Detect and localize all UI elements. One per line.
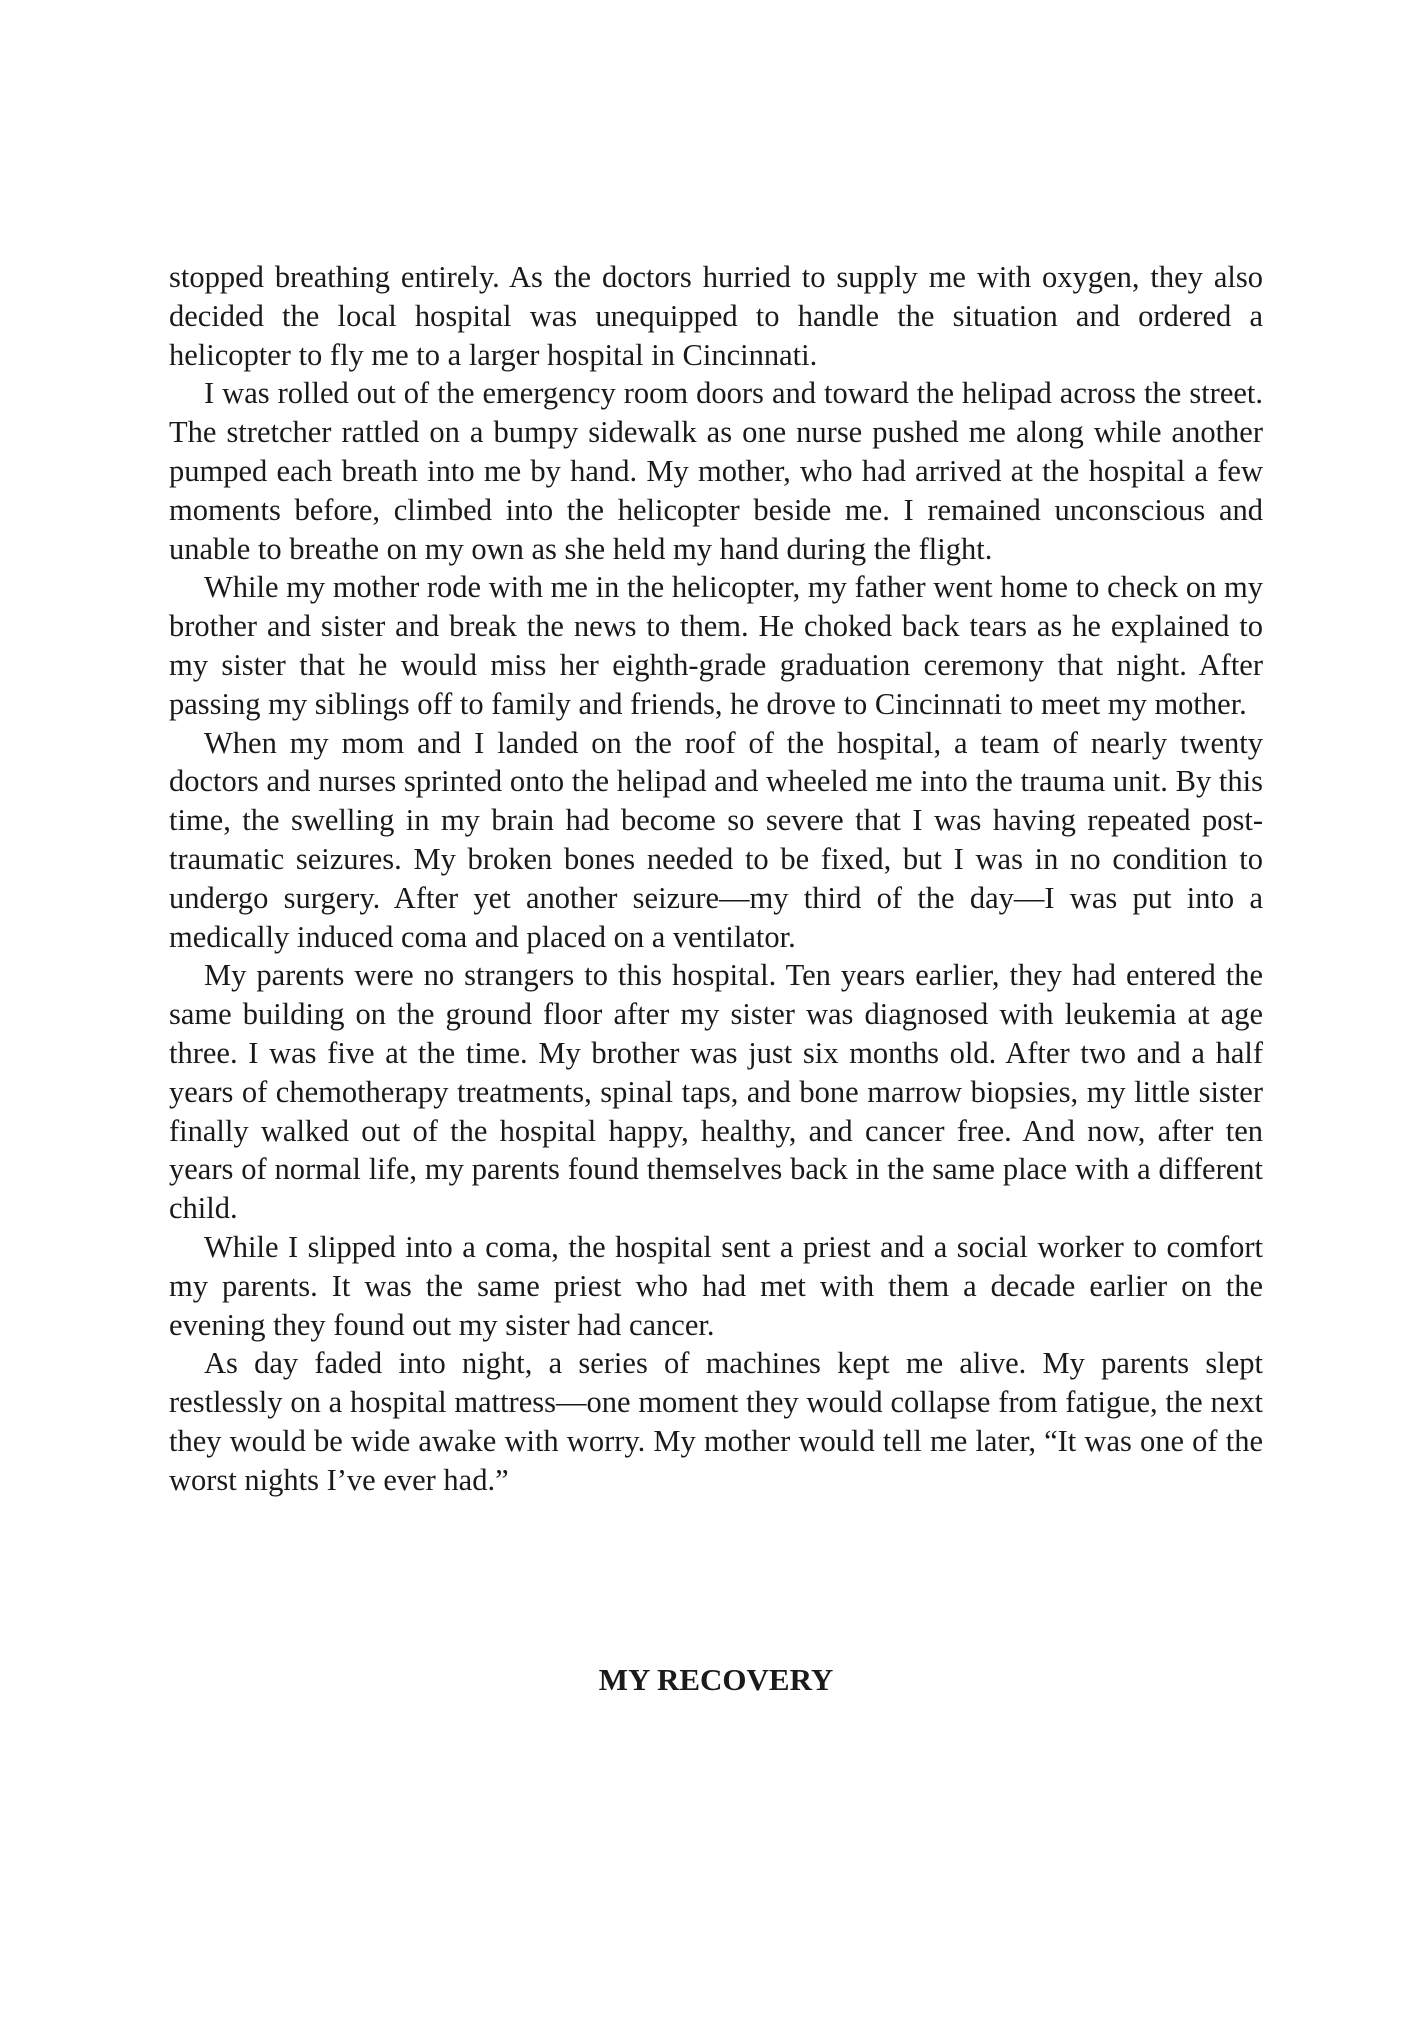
paragraph: My parents were no strangers to this hospital. Ten years earlier, they had entered the same building on the ground floor after my sister was diagnosed with leukemia at age three. I was five at the time. My brother was just six months old. After two and a half years of chemotherapy treatments, spinal taps, and bone marrow biopsies, my little sister finally walked out of the hospital happy, healthy, and cancer free. And now, after ten years of normal life, my parents found themselves back in the same place with a different child.	[169, 958, 1263, 1226]
paragraph: While my mother rode with me in the helicopter, my father went home to check on my brother and sister and break the news to them. He choked back tears as he explained to my sister that he would miss her eighth-grade graduation ceremony that night. After passing my siblings off to family and friends, he drove to Cincinnati to meet my mother.	[169, 570, 1263, 721]
paragraph: While I slipped into a coma, the hospital sent a priest and a social worker to comfort my parents. It was the same priest who had met with them a decade earlier on the evening they found out my sister had cancer.	[169, 1229, 1263, 1342]
paragraph: I was rolled out of the emergency room doors and toward the helipad across the street. The stretcher rattled on a bumpy sidewalk as one nurse pushed me along while another pumped each breath into me by hand. My mother, who had arrived at the hospital a few moments before, climbed into the helicopter beside me. I remained unconscious and unable to breathe on my own as she held my hand during the flight.	[169, 376, 1263, 566]
paragraph: As day faded into night, a series of machines kept me alive. My parents slept restlessly on a hospital mattress—one moment they would collapse from fatigue, the next they would be wide awake with worry. My mother would tell me later, “It was one of the worst nights I’ve ever had.”	[169, 1346, 1263, 1497]
body-text	[169, 258, 1263, 1500]
section-heading: MY RECOVERY	[598, 1662, 834, 1697]
paragraph: When my mom and I landed on the roof of the hospital, a team of nearly twenty doctors and nurses sprinted onto the helipad and wheeled me into the trauma unit. By this time, the swelling in my brain had become so severe that I was having repeated post-traumatic seizures. My broken bones needed to be fixed, but I was in no condition to undergo surgery. After yet another seizure—my third of the day—I was put into a medically induced coma and placed on a ventilator.	[169, 725, 1263, 954]
paragraph: stopped breathing entirely. As the doctors hurried to supply me with oxygen, they also decided the local hospital was unequipped to handle the situation and ordered a helicopter to fly me to a larger hospital in Cincinnati.	[169, 260, 1263, 372]
